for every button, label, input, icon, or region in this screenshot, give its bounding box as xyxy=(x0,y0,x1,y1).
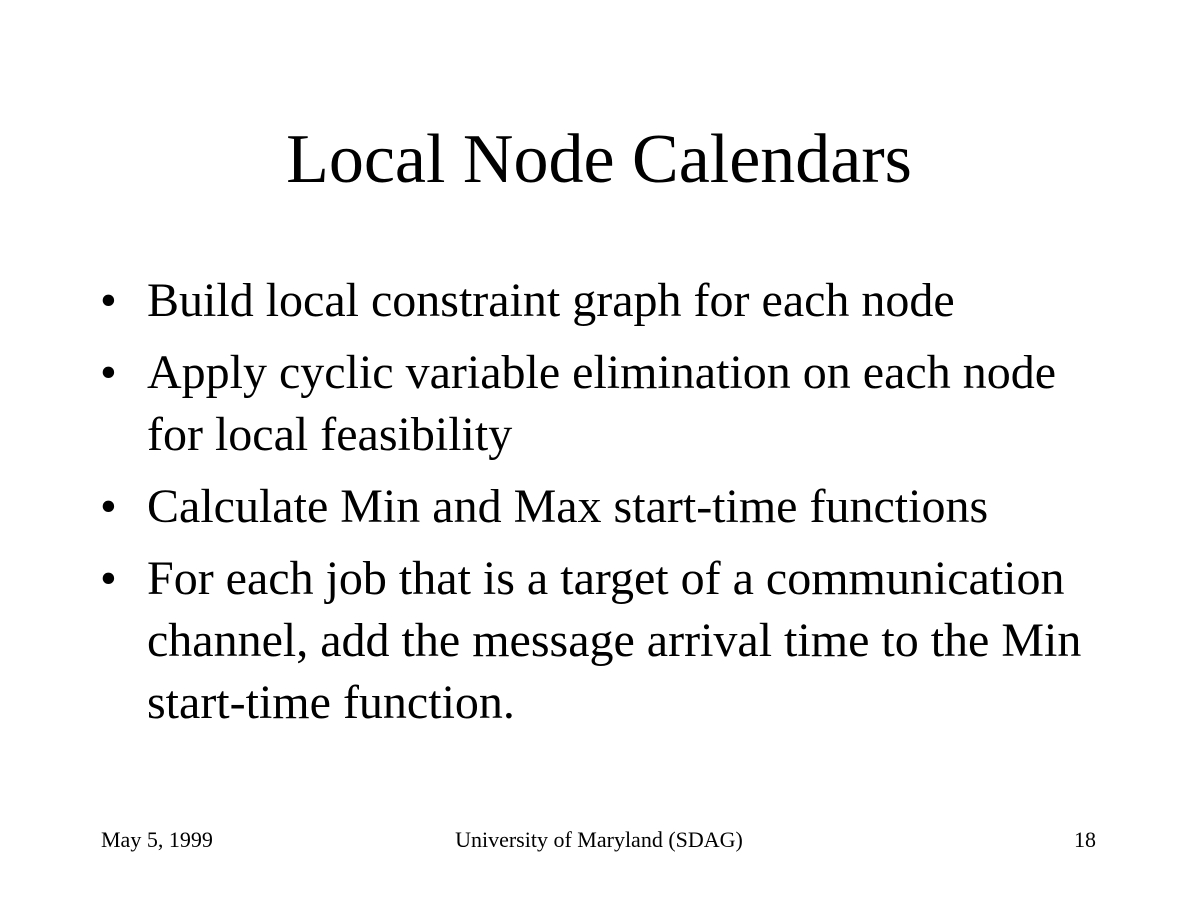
footer-date: May 5, 1999 xyxy=(101,827,213,852)
bullet-icon: • xyxy=(100,274,117,327)
bullet-item xyxy=(100,270,1100,332)
footer-page-number: 18 xyxy=(1074,827,1096,852)
bullet-text: Build local constraint graph for each node xyxy=(147,274,955,327)
bullet-icon: • xyxy=(100,552,117,605)
bullet-item xyxy=(100,476,1100,538)
bullet-item xyxy=(100,548,1100,734)
bullet-text: Calculate Min and Max start-time functions xyxy=(147,480,989,533)
bullet-icon: • xyxy=(100,480,117,533)
bullet-icon: • xyxy=(100,346,117,399)
bullet-text: For each job that is a target of a communication channel, add the message arrival time to the Min start-time function. xyxy=(147,552,1082,729)
slide-title: Local Node Calendars xyxy=(286,121,912,198)
bullet-list xyxy=(100,270,1100,744)
footer-organization: University of Maryland (SDAG) xyxy=(455,827,743,852)
bullet-text: Apply cyclic variable elimination on each node for local feasibility xyxy=(147,346,1056,461)
bullet-item xyxy=(100,342,1100,466)
